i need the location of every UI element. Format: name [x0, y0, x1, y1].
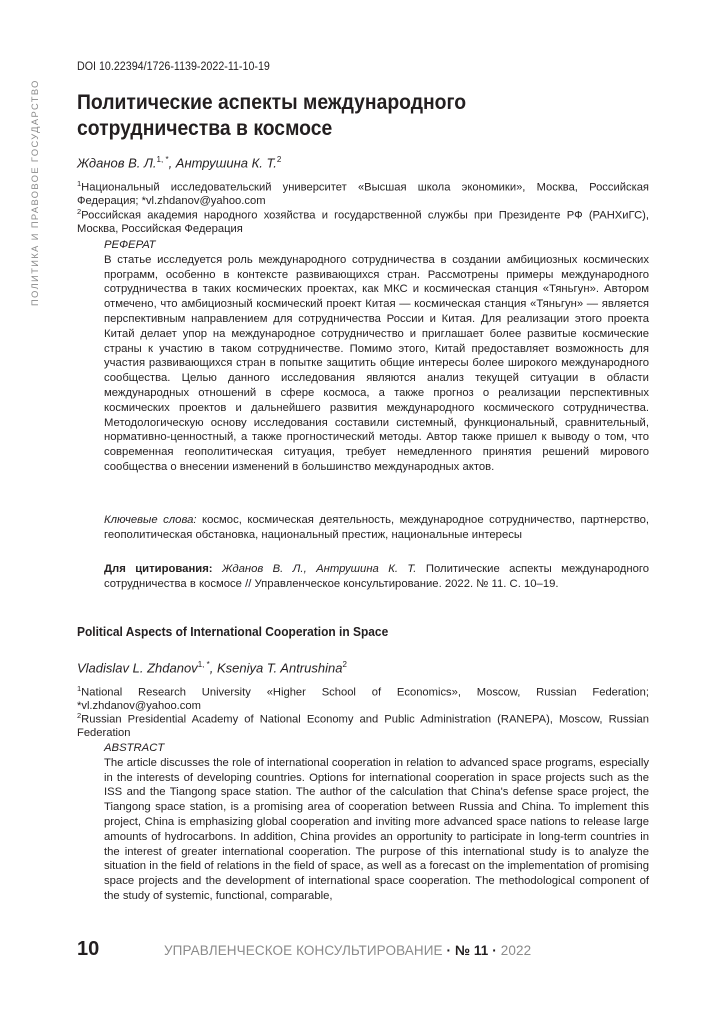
abstract-en [104, 741, 649, 904]
sidebar-section-label [30, 58, 52, 306]
keywords-label-ru: Ключевые слова: [104, 514, 197, 526]
affiliation2-ru [77, 205, 649, 237]
abstract-label-en: ABSTRACT [104, 742, 165, 754]
author2-name-ru: Антрушина К. Т. [175, 155, 277, 171]
author1-sup-en: 1, * [197, 660, 210, 669]
aff1-sup-en: 1 [77, 684, 82, 693]
abstract-ru [104, 238, 649, 475]
abstract-text-en: The article discusses the role of international cooperation in relation to advanced space programs, especially in the interests of developing countries. Options for international cooperation in space projects such as the ISS and the Tiangong space station. The author of the calculation that China's defense space project, the Tiangong space station, is a promising area of cooperation between Russia and China. To implement this project, China is emphasizing global cooperation and inviting more advanced space nations to release large amounts of hydrocarbons. In addition, China provides an opportunity to participate in long-term countries in the interest of greater international cooperation. The purpose of this international study is to analyze the situation in the field of relations in the field of space, as well as a forecast on the implementation of promising space projects and the development of international space cooperation. The methodological component of the study of systemic, functional, comparable, [104, 756, 649, 902]
citation-authors-ru: Жданов В. Л., Антрушина К. Т. [221, 563, 417, 575]
aff1-sup-ru: 1 [77, 179, 82, 188]
aff2-sup-ru: 2 [77, 207, 82, 216]
author2-name-en: Kseniya T. Antrushina [216, 660, 343, 676]
keywords-ru [104, 513, 649, 543]
author1-name-en: Vladislav L. Zhdanov [77, 660, 198, 676]
abstract-text-ru: В статье исследуется роль международного сотрудничества в создании амбициозных космических программ, особенно в контексте развивающихся стран. Рассмотрены примеры международного сотрудничества в таких космических проектах, как МКС и космическая станция «Тяньгун». Автором отмечено, что амбициозный космический проект Китая — космическая станция «Тяньгун» — является перспективным направлением для сотрудничества России и Китая. Для реализации этого проекта Китай делает упор на международное сотрудничество и приглашает более развитые космические страны к участию в таком сотрудничестве. Помимо этого, Китай предоставляет возможность для участия развивающихся стран в попытке защитить общие интересы более широкого международного сообщества. Целью данного исследования являются анализ текущей ситуации в области международных отношений в сфере космоса, а также прогноз о реализации перспективных космических проектов и дальнейшего развития международного космического сотрудничества. Методологическую основу исследования составили системный, функциональный, сравнительный, нормативно-ценностный, а также прогностический методы. Автор также пришел к выводу о том, что современная геополитическая ситуация, требует немедленного принятия решений мирового сообщества о внесении изменений в большинство международных актов. [104, 253, 649, 473]
aff1-text-ru: Национальный исследовательский университет «Высшая школа экономики», Москва, Российская Федерация; *vl.zhdanov@yahoo.com [77, 181, 649, 208]
author2-sup-ru: 2 [276, 155, 282, 164]
author1-sup-ru: 1, * [156, 155, 169, 164]
citation-ru [104, 562, 649, 592]
article-title-en: Political Aspects of International Cooperation in Space [77, 624, 389, 639]
article-title-ru: Политические аспекты международного сотрудничества в космосе [77, 90, 467, 140]
affiliation2-en [77, 709, 649, 741]
aff2-text-ru: Российская академия народного хозяйства и государственной службы при Президенте РФ (РАНХиГС), Москва, Российская Федерация [77, 209, 649, 236]
doi: DOI 10.22394/1726-1139-2022-11-10-19 [77, 61, 270, 73]
author2-sup-en: 2 [342, 660, 347, 669]
issue-number: № 11 [454, 943, 489, 958]
page-number: 10 [77, 938, 100, 960]
authors-ru: Жданов В. Л.$^{1, *}$, Антрушина К. Т.$^2$ [77, 155, 282, 171]
aff2-sup-en: 2 [77, 711, 82, 720]
keywords-text-ru: космос, космическая деятельность, международное сотрудничество, партнерство, геополитическая обстановка, национальный престиж, национальные интересы [104, 514, 649, 541]
journal-name: УПРАВЛЕНЧЕСКОЕ КОНСУЛЬТИРОВАНИЕ [164, 943, 443, 958]
aff1-text-en: National Research University «Higher School of Economics», Moscow, Russian Federation; *vl.zhdanov@yahoo.com [77, 686, 649, 713]
journal-footer [164, 943, 531, 958]
abstract-label-ru: РЕФЕРАТ [104, 239, 156, 251]
authors-en: Vladislav L. Zhdanov$^{1, *}$, Kseniya T. Antrushina$^2$ [77, 660, 347, 676]
sidebar-section-text: ПОЛИТИКА И ПРАВОВОЕ ГОСУДАРСТВО [30, 79, 40, 306]
citation-label-ru: Для цитирования: [104, 563, 213, 575]
issue-year: 2022 [500, 943, 532, 958]
footer-separator: · [492, 943, 497, 958]
aff2-text-en: Russian Presidential Academy of National Economy and Public Administration (RANEPA), Moscow, Russian Federation [77, 713, 649, 740]
author1-name-ru: Жданов В. Л. [77, 155, 157, 171]
citation-text-ru: Политические аспекты международного сотрудничества в космосе // Управленческое консультирование. 2022. № 11. С. 10–19. [104, 563, 650, 590]
footer-separator: · [446, 943, 452, 958]
